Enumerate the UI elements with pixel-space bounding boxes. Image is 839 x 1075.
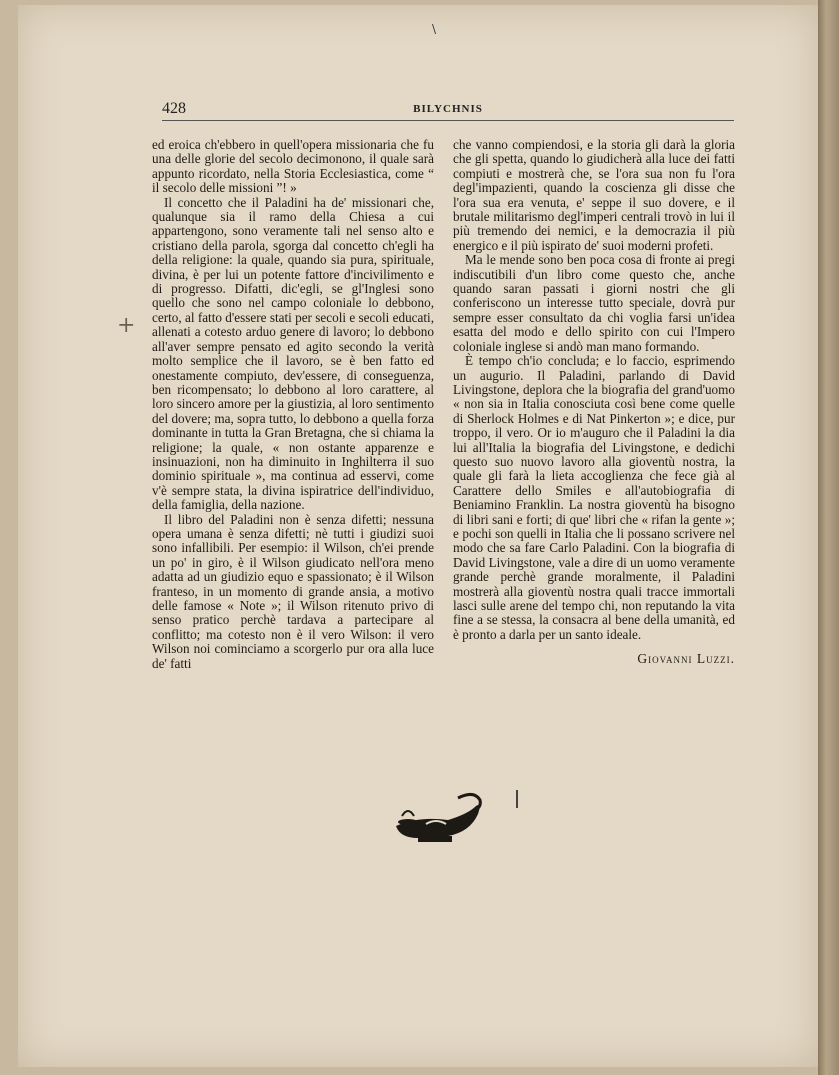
paragraph: Il concetto che il Paladini ha de' missionari che, qualunque sia il ramo della Chiesa a cui appartengono, sono veramente tali nel senso alto e cristiano della parola, sgorga dal concetto ch'egli ha della religione: la quale, quando sia pura, spirituale, divina, è per lui un potente fattore d'incivilimento e di progresso. Difatti, dic'egli, se gl'Inglesi sono quello che sono nel campo coloniale lo debbono, certo, al fatto d'essere stati per secoli e secoli educati, allenati a cotesto arduo genere di lavoro; lo debbono all'aver sempre pensato ed agito secondo la verità molto semplice che il lavoro, se è ben fatto ed onestamente compiuto, dev'essere, di conseguenza, ben ricompensato; lo debbono al loro carattere, al loro sincero amore per la giustizia, al loro sentimento del dovere; ma, sopra tutto, lo debbono a quella forza dominante in tutta la Gran Bretagna, che si chiama la religione; la quale, « non ostante apparenze e insinuazioni, non ha diminuito in Inghilterra il suo dominio spirituale », ma continua ad esservi, come v'è sempre stata, la divina ispiratrice dell'individuo, della famiglia, della nazione.: [152, 194, 434, 513]
running-header: [162, 100, 734, 121]
running-title: BILYCHNIS: [413, 103, 483, 115]
paragraph: Il libro del Paladini non è senza difetti; nessuna opera umana è senza difetti; nè tutti i giudizi suoi sono infallibili. Per esempio: il Wilson, ch'ei prende un po' in giro, è il Wilson giudicato nell'ora meno adatta ad un giudizio equo e spassionato; è il Wilson franteso, in un momento di grande ansia, a motivo delle famose « Note »; il Wilson ritenuto privo di senso pratico perchè tardava a partecipare al conflitto; ma cotesto non è il vero Wilson: il vero Wilson noi cominciamo a scorgerlo pur ora alla luce de' fatti: [152, 511, 434, 671]
adjacent-page-edge: [818, 0, 839, 1075]
right-column: [453, 138, 735, 667]
author-signature: Giovanni Luzzi.: [637, 651, 735, 667]
margin-cross-mark: +: [117, 313, 136, 338]
ink-mark: [516, 790, 518, 808]
top-mark: \: [432, 22, 437, 36]
paragraph: ed eroica ch'ebbero in quell'opera missionaria che fu una delle glorie del secolo decimonono, il quale sarà appunto ricordato, nella Storia Ecclesiastica, come “ il secolo delle missioni ”! »: [152, 137, 434, 196]
paragraph: È tempo ch'io concluda; e lo faccio, esprimendo un augurio. Il Paladini, parlando di David Livingstone, deplora che la biografia del grand'uomo « non sia in Italia conosciuta così bene come quelle di Sherlock Holmes e di Nat Pinkerton »; e dice, pur troppo, il vero. Or io m'auguro che il Paladini la dia lui all'Italia la biografia del Livingstone, e dedichi questo suo nuovo lavoro alla gioventù nostra, la quale gli farà la lieta accoglienza che fece già al Carattere dello Smiles e all'autobiografia di Beniamino Franklin. La nostra gioventù ha bisogno di libri sani e forti; di que' libri che « rifan la gente »; e pochi son quelli in Italia che li possano scrivere nel modo che sa fare Carlo Paladini. Con la biografia di David Livingstone, vale a dire di un uomo veramente grande perchè grande moralmente, il Paladini mostrerà alla gioventù nostra quali tracce immortali lasci sulle arene del tempo chi, non reputando la vita fine a se stessa, la consacra al bene della umanità, ed è pronto a darla per un santo ideale.: [453, 353, 735, 642]
page-number: 428: [162, 100, 186, 117]
paragraph: Ma le mende sono ben poca cosa di fronte ai pregi indiscutibili d'un libro come questo che, anche quando saran passati i giorni nostri che gli conferiscono un interesse tutto speciale, dovrà pur sempre esser consultato da chi voglia farsi un'idea esatta del modo e dello spirito con cui l'Impero coloniale inglese si andò man mano formando.: [453, 252, 735, 354]
oil-lamp-icon: [388, 786, 484, 846]
paragraph: che vanno compiendosi, e la storia gli darà la gloria che gli spetta, quando lo giudicherà alla luce dei fatti compiuti e mostrerà che, se l'ora sua non fu l'ora degl'impazienti, quando la coscienza gli disse che l'ora sua era venuta, e' seppe il suo dovere, e il brutale militarismo degl'imperi centrali trovò in lui il più tremendo dei nemici, e la democrazia il più energico e il più ispirato de' suoi moderni profeti.: [453, 137, 735, 253]
left-column: [152, 138, 434, 671]
